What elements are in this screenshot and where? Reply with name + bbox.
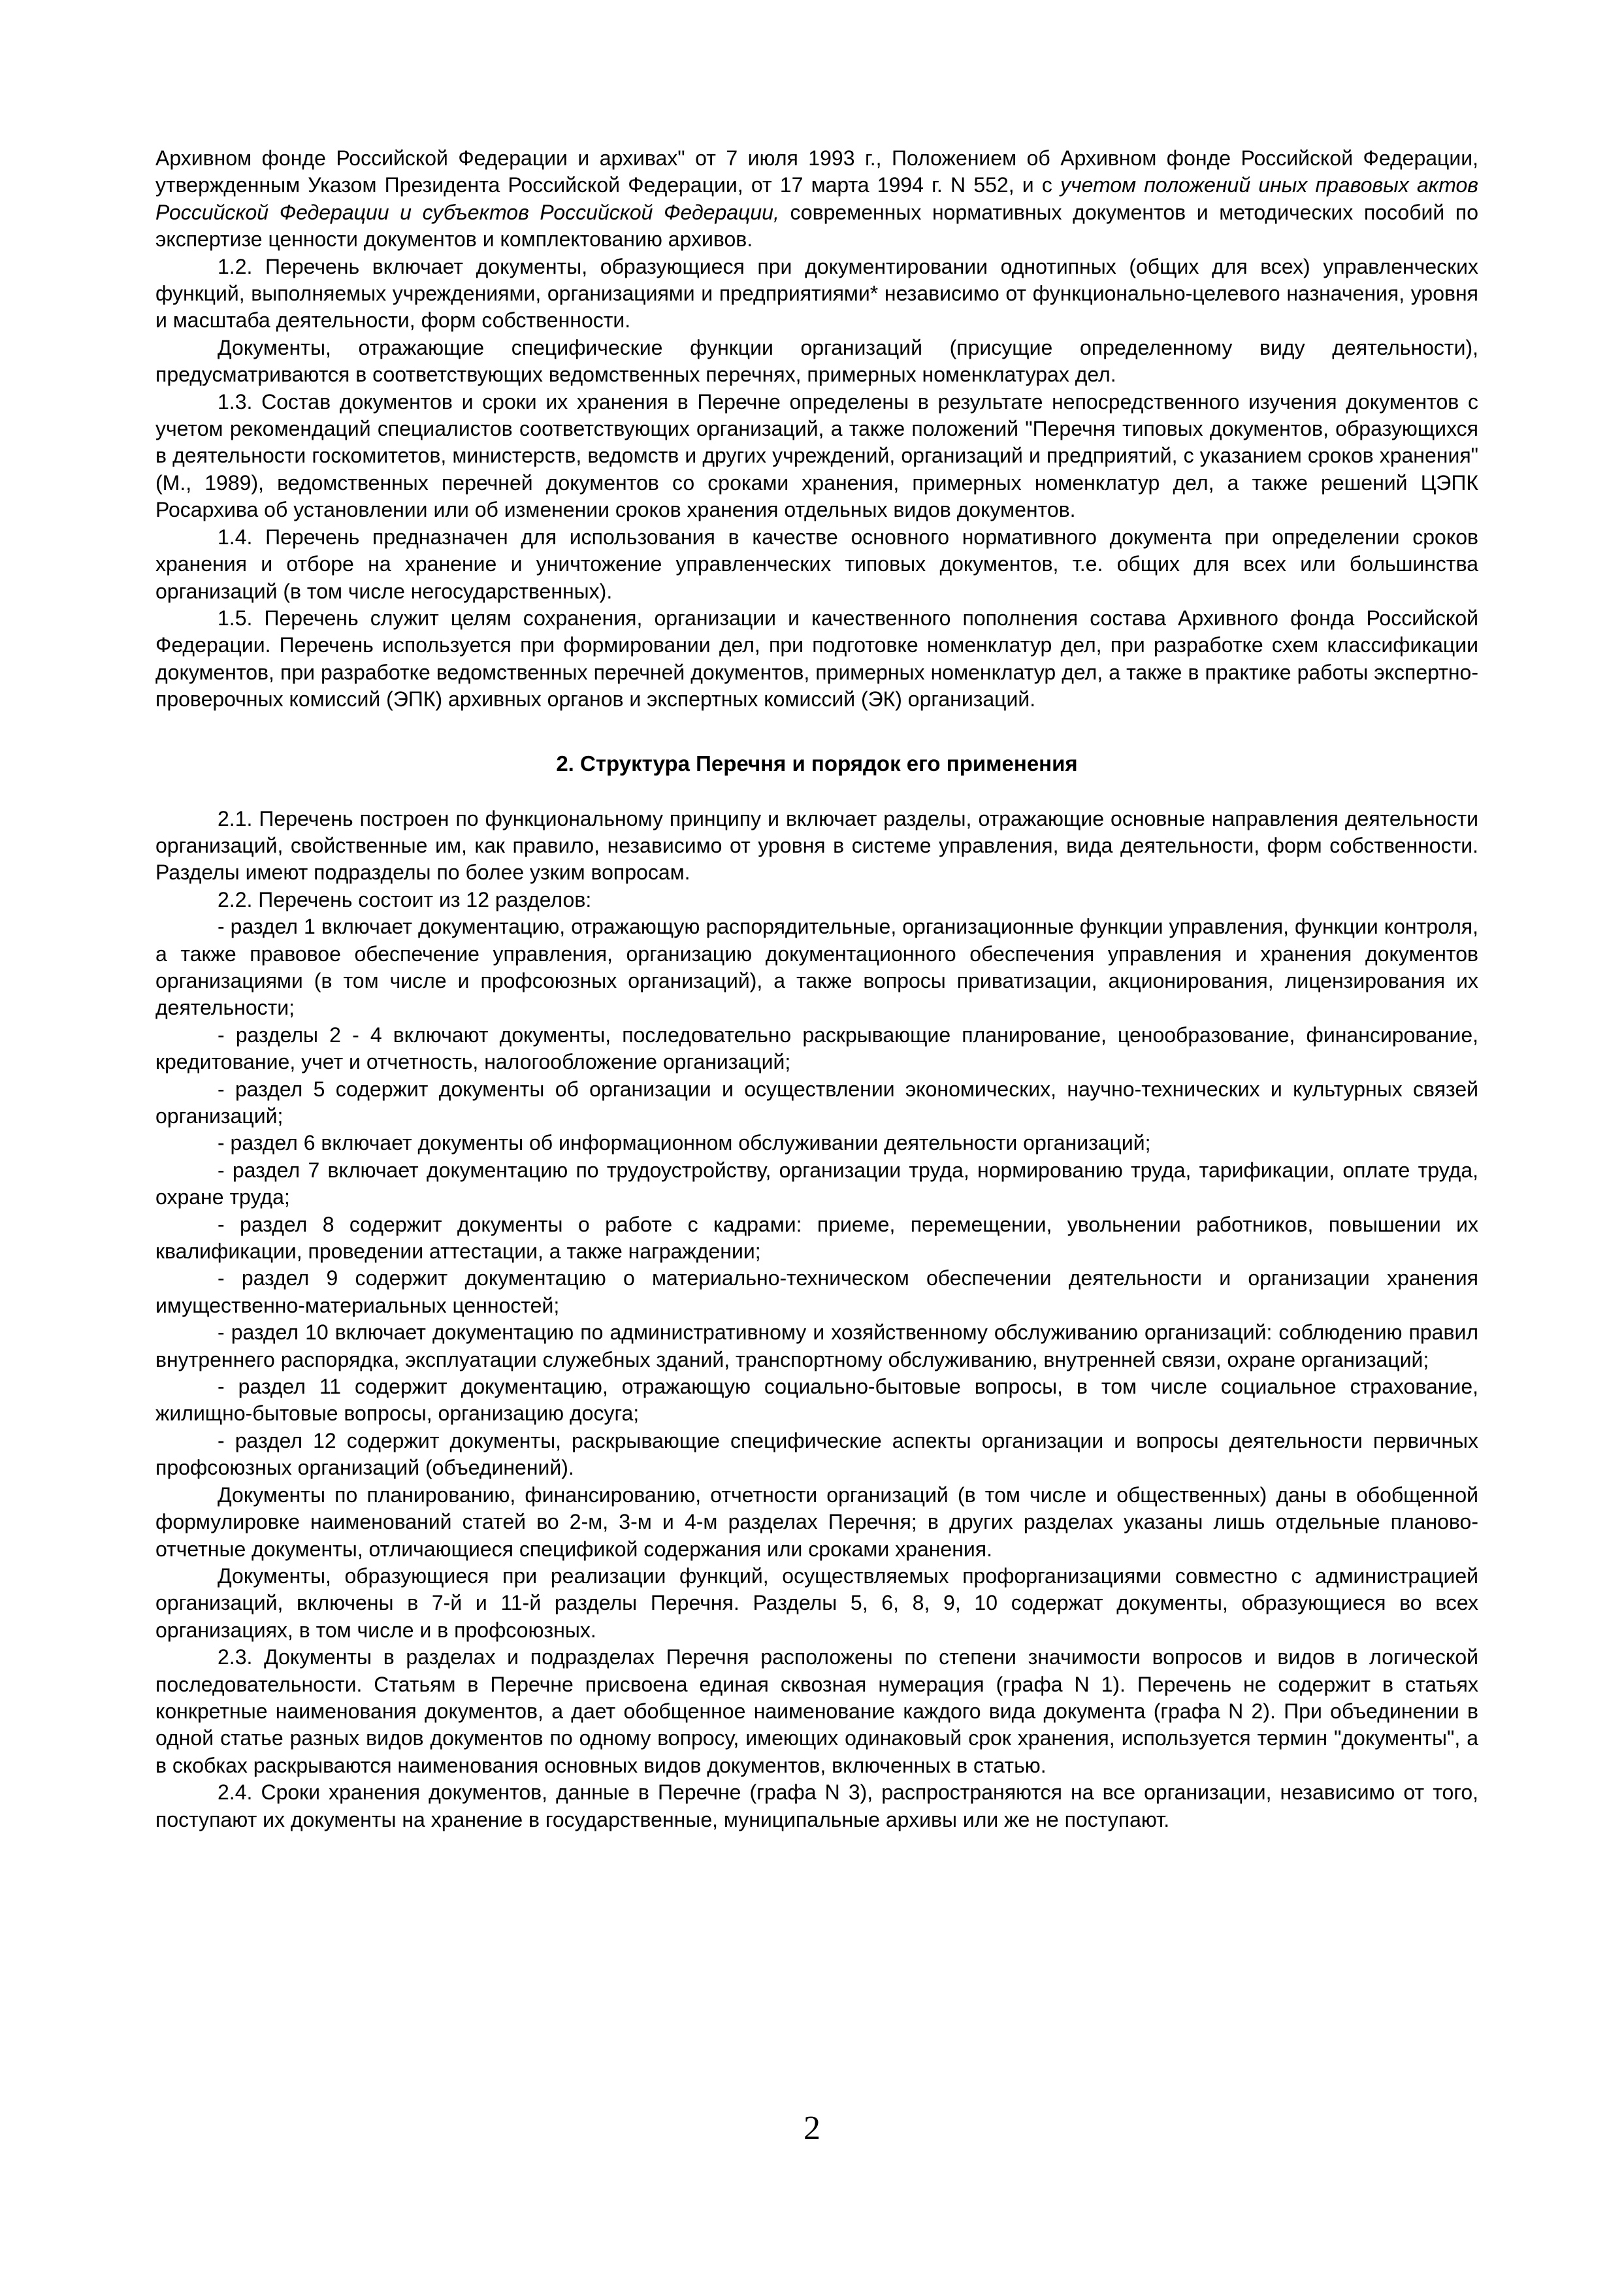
document-body [155,145,1478,1833]
paragraph-planning-docs: Документы по планированию, финансированию, отчетности организаций (в том числе и общественных) даны в обобщенной формулировке наименований статей во 2-м, 3-м и 4-м разделах Перечня; в других разделах указаны лишь отдельные планово-отчетные документы, отличающиеся спецификой содержания или сроками хранения. [155,1483,1478,1561]
list-item-section-10: - раздел 10 включает документацию по административному и хозяйственному обслуживанию организаций: соблюдению правил внутреннего распорядка, эксплуатации служебных зданий, транспортному обслуживанию, внутренней связи, охране организаций; [155,1320,1478,1371]
italic-text-run: учетом положений иных правовых актов Российской Федерации и субъектов Российской Федерации, [155,173,1478,224]
paragraph-archive-law-continuation [155,145,1478,254]
text-run: современных нормативных документов и методических пособий по экспертизе ценности документов и комплектованию архивов. [155,200,1479,252]
paragraph-1-5: 1.5. Перечень служит целям сохранения, организации и качественного пополнения состава Архивного фонда Российской Федерации. Перечень используется при формировании дел, при подготовке номенклатур дел, при разработке схем классификации документов, при разработке ведомственных перечней документов, примерных номенклатур дел, а также в практике работы экспертно-проверочных комиссий (ЭПК) архивных органов и экспертных комиссий (ЭК) организаций. [155,606,1478,712]
paragraph-1-3: 1.3. Состав документов и сроки их хранения в Перечне определены в результате непосредственного изучения документов с учетом рекомендаций специалистов соответствующих организаций, а также положений "Перечня типовых документов, образующихся в деятельности госкомитетов, министерств, ведомств и других учреждений, организаций и предприятий, с указанием сроков хранения" (М., 1989), ведомственных перечней документов со сроками хранения, примерных номенклатур дел, а также решений ЦЭПК Росархива об установлении или об изменении сроков хранения отдельных видов документов. [155,389,1478,522]
paragraph-2-1: 2.1. Перечень построен по функциональному принципу и включает разделы, отражающие основные направления деятельности организаций, свойственные им, как правило, независимо от уровня в системе управления, вида деятельности, форм собственности. Разделы имеют подразделы по более узким вопросам. [155,806,1478,885]
paragraph-specific-functions: Документы, отражающие специфические функции организаций (присущие определенному виду деятельности), предусматриваются в соответствующих ведомственных перечнях, примерных номенклатурах дел. [155,335,1478,387]
paragraph-union-docs: Документы, образующиеся при реализации функций, осуществляемых профорганизациями совместно с администрацией организаций, включены в 7-й и 11-й разделы Перечня. Разделы 5, 6, 8, 9, 10 содержат документы, образующиеся во всех организациях, в том числе и в профсоюзных. [155,1564,1478,1642]
list-item-section-7: - раздел 7 включает документацию по трудоустройству, организации труда, нормированию труда, тарификации, оплате труда, охране труда; [155,1158,1478,1209]
list-item-section-6: - раздел 6 включает документы об информационном обслуживании деятельности организаций; [218,1131,1151,1155]
list-item-section-5: - раздел 5 содержит документы об организации и осуществлении экономических, научно-технических и культурных связей организаций; [155,1077,1478,1128]
list-item-section-9: - раздел 9 содержит документацию о материально-техническом обеспечении деятельности и организации хранения имущественно-материальных ценностей; [155,1266,1478,1317]
paragraph-2-2: 2.2. Перечень состоит из 12 разделов: [218,887,592,911]
page-number: 2 [804,2110,820,2147]
list-item-sections-2-4: - разделы 2 - 4 включают документы, последовательно раскрывающие планирование, ценообразование, финансирование, кредитование, учет и отчетность, налогообложение организаций; [155,1023,1478,1074]
list-item-section-11: - раздел 11 содержит документацию, отражающую социально-бытовые вопросы, в том числе социальное страхование, жилищно-бытовые вопросы, организацию досуга; [155,1375,1478,1426]
paragraph-2-3: 2.3. Документы в разделах и подразделах Перечня расположены по степени значимости вопросов и видов в логической последовательности. Статьям в Перечне присвоена единая сквозная нумерация (графа N 1). Перечень не содержит в статьях конкретные наименования документов, а дает обобщенное наименование каждого вида документа (графа N 2). При объединении в одной статье разных видов документов по одному вопросу, имеющих одинаковый срок хранения, используется термин "документы", а в скобках раскрываются наименования основных видов документов, включенных в статью. [155,1645,1478,1777]
paragraph-2-4: 2.4. Сроки хранения документов, данные в Перечне (графа N 3), распространяются на все организации, независимо от того, поступают их документы на хранение в государственные, муниципальные архивы или же не поступают. [155,1780,1478,1831]
paragraph-1-4: 1.4. Перечень предназначен для использования в качестве основного нормативного документа при определении сроков хранения и отборе на хранение и уничтожение управленческих типовых документов, т.е. общих для всех или большинства организаций (в том числе негосударственных). [155,525,1478,603]
list-item-section-1: - раздел 1 включает документацию, отражающую распорядительные, организационные функции управления, функции контроля, а также правовое обеспечение управления, организацию документационного обеспечения управления и хранения документов организациями (в том числе и профсоюзных организаций), а также вопросы приватизации, акционирования, лицензирования их деятельности; [155,915,1478,1020]
paragraph-1-2: 1.2. Перечень включает документы, образующиеся при документировании однотипных (общих для всех) управленческих функций, выполняемых учреждениями, организациями и предприятиями* независимо от функционально-целевого назначения, уровня и масштаба деятельности, форм собственности. [155,254,1478,333]
list-item-section-8: - раздел 8 содержит документы о работе с кадрами: приеме, перемещении, увольнении работников, повышении их квалификации, проведении аттестации, а также награждении; [155,1212,1478,1264]
section-heading: 2. Структура Перечня и порядок его применения [556,751,1078,776]
list-item-section-12: - раздел 12 содержит документы, раскрывающие специфические аспекты организации и вопросы деятельности первичных профсоюзных организаций (объединений). [155,1428,1478,1480]
text-run: Архивном фонде Российской Федерации и архивах" от 7 июля 1993 г., Положением об Архивном фонде Российской Федерации, утвержденным Указом Президента Российской Федерации, от 17 марта 1994 г. N 552, и с [155,146,1478,197]
